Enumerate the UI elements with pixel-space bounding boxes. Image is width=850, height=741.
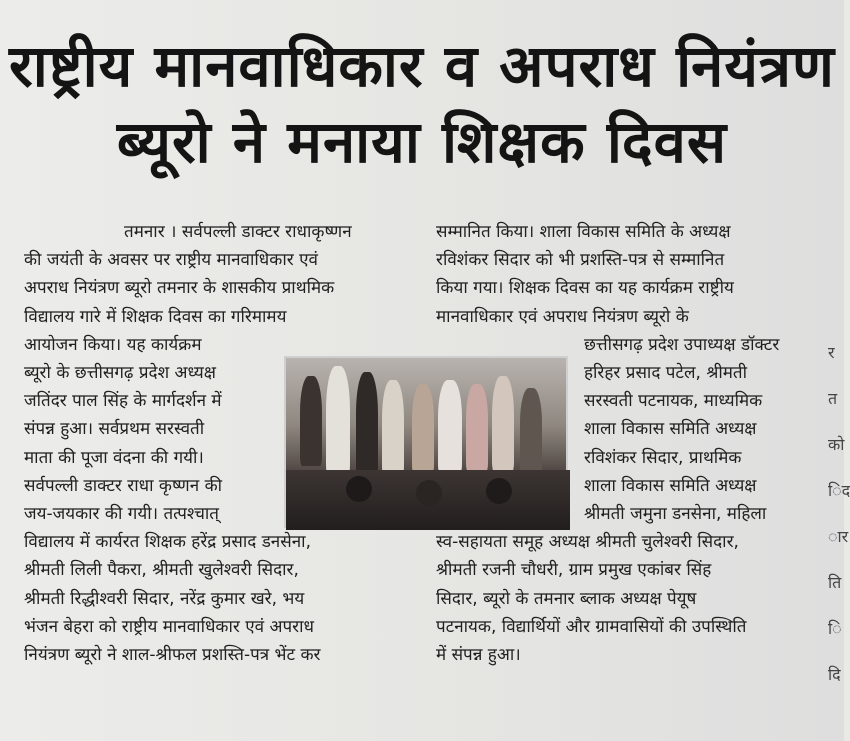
text-line: में संपन्न हुआ। <box>436 645 521 666</box>
text-line: रविशंकर सिदार को भी प्रशस्ति-पत्र से सम्मानित <box>436 250 725 271</box>
text-line: विद्यालय में कार्यरत शिक्षक हरेंद्र प्रसाद डनसेना, <box>24 532 311 553</box>
text-line: अपराध नियंत्रण ब्यूरो तमनार के शासकीय प्राथमिक <box>24 278 335 299</box>
text-line: स्व-सहायता समूह अध्यक्ष श्रीमती चुलेश्वरी सिदार, <box>436 532 739 553</box>
text-line: शाला विकास समिति अध्यक्ष <box>584 475 757 496</box>
text-line: छत्तीसगढ़ प्रदेश उपाध्यक्ष डॉक्टर <box>584 334 780 355</box>
text-line: पटनायक, विद्यार्थियों और ग्रामवासियों की उपस्थिति <box>436 616 747 637</box>
text-line: माता की पूजा वंदना की गयी। <box>24 447 204 468</box>
text-line: की जयंती के अवसर पर राष्ट्रीय मानवाधिकार एवं <box>24 250 318 271</box>
text-line: तमनार । सर्वपल्ली डाक्टर राधाकृष्णन <box>124 222 352 242</box>
text-line: आयोजन किया। यह कार्यक्रम <box>24 334 202 355</box>
text-line: श्रीमती रजनी चौधरी, ग्राम प्रमुख एकांबर सिंह <box>436 560 712 581</box>
text-line: सर्वपल्ली डाक्टर राधा कृष्णन की <box>24 475 223 496</box>
headline-line-1: राष्ट्रीय मानवाधिकार व अपराध नियंत्रण <box>9 32 835 100</box>
adjacent-column-edge: र त को िद ार ति ि दि <box>828 343 850 684</box>
text-line: श्रीमती रिद्धीश्वरी सिदार, नरेंद्र कुमार खरे, भय <box>24 588 305 609</box>
text-line: किया गया। शिक्षक दिवस का यह कार्यक्रम राष्ट्रीय <box>436 278 734 299</box>
event-photo <box>284 356 568 528</box>
headline <box>0 28 844 180</box>
text-line: सिदार, ब्यूरो के तमनार ब्लाक अध्यक्ष पेयूष <box>436 588 697 609</box>
text-line: नियंत्रण ब्यूरो ने शाल-श्रीफल प्रशस्ति-पत्र भेंट कर <box>24 645 321 666</box>
text-line: सरस्वती पटनायक, माध्यमिक <box>584 391 763 412</box>
text-line: सम्मानित किया। शाला विकास समिति के अध्यक्ष <box>436 222 731 242</box>
text-line: हरिहर प्रसाद पटेल, श्रीमती <box>584 363 748 384</box>
headline-line-2: ब्यूरो ने मनाया शिक्षक दिवस <box>116 108 728 176</box>
text-line: ब्यूरो के छत्तीसगढ़ प्रदेश अध्यक्ष <box>24 363 216 384</box>
text-line: श्रीमती जमुना डनसेना, महिला <box>584 504 767 525</box>
text-line: जय-जयकार की गयी। तत्पश्चात् <box>24 504 219 525</box>
text-line: जतिंदर पाल सिंह के मार्गदर्शन में <box>24 391 222 412</box>
text-line: श्रीमती लिली पैकरा, श्रीमती खुलेश्वरी सिदार, <box>24 560 299 581</box>
text-line: भंजन बेहरा को राष्ट्रीय मानवाधिकार एवं अपराध <box>24 616 314 637</box>
text-line: रविशंकर सिदार, प्राथमिक <box>584 447 742 468</box>
text-line: विद्यालय गारे में शिक्षक दिवस का गरिमामय <box>24 306 287 327</box>
text-line: शाला विकास समिति अध्यक्ष <box>584 419 757 440</box>
text-line: मानवाधिकार एवं अपराध नियंत्रण ब्यूरो के <box>436 306 689 327</box>
text-line: संपन्न हुआ। सर्वप्रथम सरस्वती <box>24 419 205 440</box>
